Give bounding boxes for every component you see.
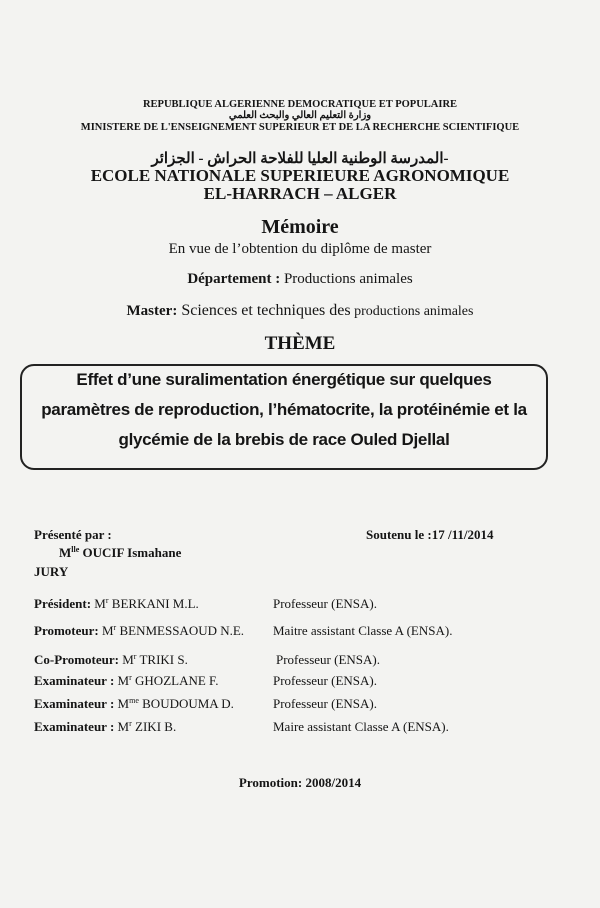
- jury-prefix-sup: r: [129, 719, 132, 728]
- student-title-sup: lle: [71, 545, 80, 554]
- jury-role: Examinateur :: [34, 673, 115, 688]
- school-name: ECOLE NATIONALE SUPERIEURE AGRONOMIQUE: [90, 166, 510, 185]
- department-label: Département :: [187, 271, 281, 287]
- jury-title: Professeur (ENSA).: [273, 696, 377, 711]
- student-name: [59, 545, 181, 561]
- jury-member: [34, 696, 234, 712]
- department-line: [0, 271, 600, 288]
- master-label: Master:: [126, 303, 178, 319]
- jury-name: BENMESSAOUD N.E.: [116, 623, 245, 638]
- presented-by-label: Présenté par :: [34, 527, 112, 542]
- republic-heading: REPUBLIQUE ALGERIENNE DEMOCRATIQUE ET POPULAIRE: [142, 99, 458, 110]
- jury-prefix: M: [117, 696, 130, 711]
- theme-line-3: glycémie de la brebis de race Ouled Djellal: [118, 430, 450, 449]
- jury-role: Promoteur:: [34, 623, 99, 638]
- jury-member: [34, 596, 199, 612]
- master-value-suffix: productions animales: [350, 304, 474, 319]
- memoire-subtitle: En vue de l’obtention du diplôme de master: [168, 241, 432, 257]
- school-location: EL-HARRACH – ALGER: [203, 184, 397, 203]
- jury-prefix: M: [117, 719, 130, 734]
- jury-title: Professeur (ENSA).: [273, 673, 377, 688]
- jury-name: TRIKI S.: [136, 652, 188, 667]
- jury-role: Examinateur :: [34, 719, 115, 734]
- memoire-title: Mémoire: [261, 216, 339, 238]
- jury-prefix-sup: me: [129, 696, 139, 705]
- jury-label: JURY: [34, 564, 69, 579]
- jury-role: Co-Promoteur:: [34, 652, 119, 667]
- jury-title: Maitre assistant Classe A (ENSA).: [273, 623, 453, 638]
- ministry-arabic: وزارة التعليم العالي والبحث العلمي: [228, 110, 372, 121]
- student-fullname: OUCIF Ismahane: [79, 545, 182, 560]
- jury-prefix-sup: r: [133, 652, 137, 661]
- jury-name: BERKANI M.L.: [108, 596, 199, 611]
- jury-member: [34, 673, 218, 689]
- defense-date: Soutenu le :17 /11/2014: [366, 527, 494, 542]
- jury-prefix-sup: r: [129, 673, 132, 682]
- jury-prefix: M: [94, 596, 106, 611]
- department-value: Productions animales: [280, 271, 413, 287]
- jury-role: Président:: [34, 596, 92, 611]
- jury-title: Professeur (ENSA).: [273, 596, 377, 611]
- jury-prefix-sup: r: [105, 596, 109, 605]
- theme-line-2: paramètres de reproduction, l’hématocrite, la protéinémie et la: [41, 400, 527, 419]
- jury-name: GHOZLANE F.: [131, 673, 219, 688]
- promotion: Promotion: 2008/2014: [238, 775, 362, 790]
- school-arabic: المدرسة الوطنية العليا للفلاحة الحراش - الجزائر-: [151, 151, 449, 167]
- master-line: [0, 302, 600, 320]
- ministry-heading: MINISTERE DE L'ENSEIGNEMENT SUPERIEUR ET DE LA RECHERCHE SCIENTIFIQUE: [80, 122, 520, 133]
- jury-name: ZIKI B.: [131, 719, 177, 734]
- jury-role: Examinateur :: [34, 696, 115, 711]
- theme-line-1: Effet d’une suralimentation énergétique sur quelques: [76, 370, 492, 389]
- jury-prefix-sup: r: [113, 623, 117, 632]
- master-value: Sciences et techniques des: [177, 302, 351, 319]
- jury-member: [34, 623, 244, 639]
- jury-title: Professeur (ENSA).: [276, 652, 380, 667]
- jury-title: Maire assistant Classe A (ENSA).: [273, 719, 449, 734]
- jury-name: BOUDOUMA D.: [138, 696, 234, 711]
- jury-prefix: M: [117, 673, 130, 688]
- jury-member: [34, 719, 176, 735]
- jury-member: [34, 652, 188, 668]
- theme-box: [20, 364, 548, 470]
- theme-heading: THÈME: [264, 333, 336, 354]
- jury-prefix: M: [122, 652, 134, 667]
- jury-prefix: M: [101, 623, 114, 638]
- student-title: M: [59, 545, 72, 560]
